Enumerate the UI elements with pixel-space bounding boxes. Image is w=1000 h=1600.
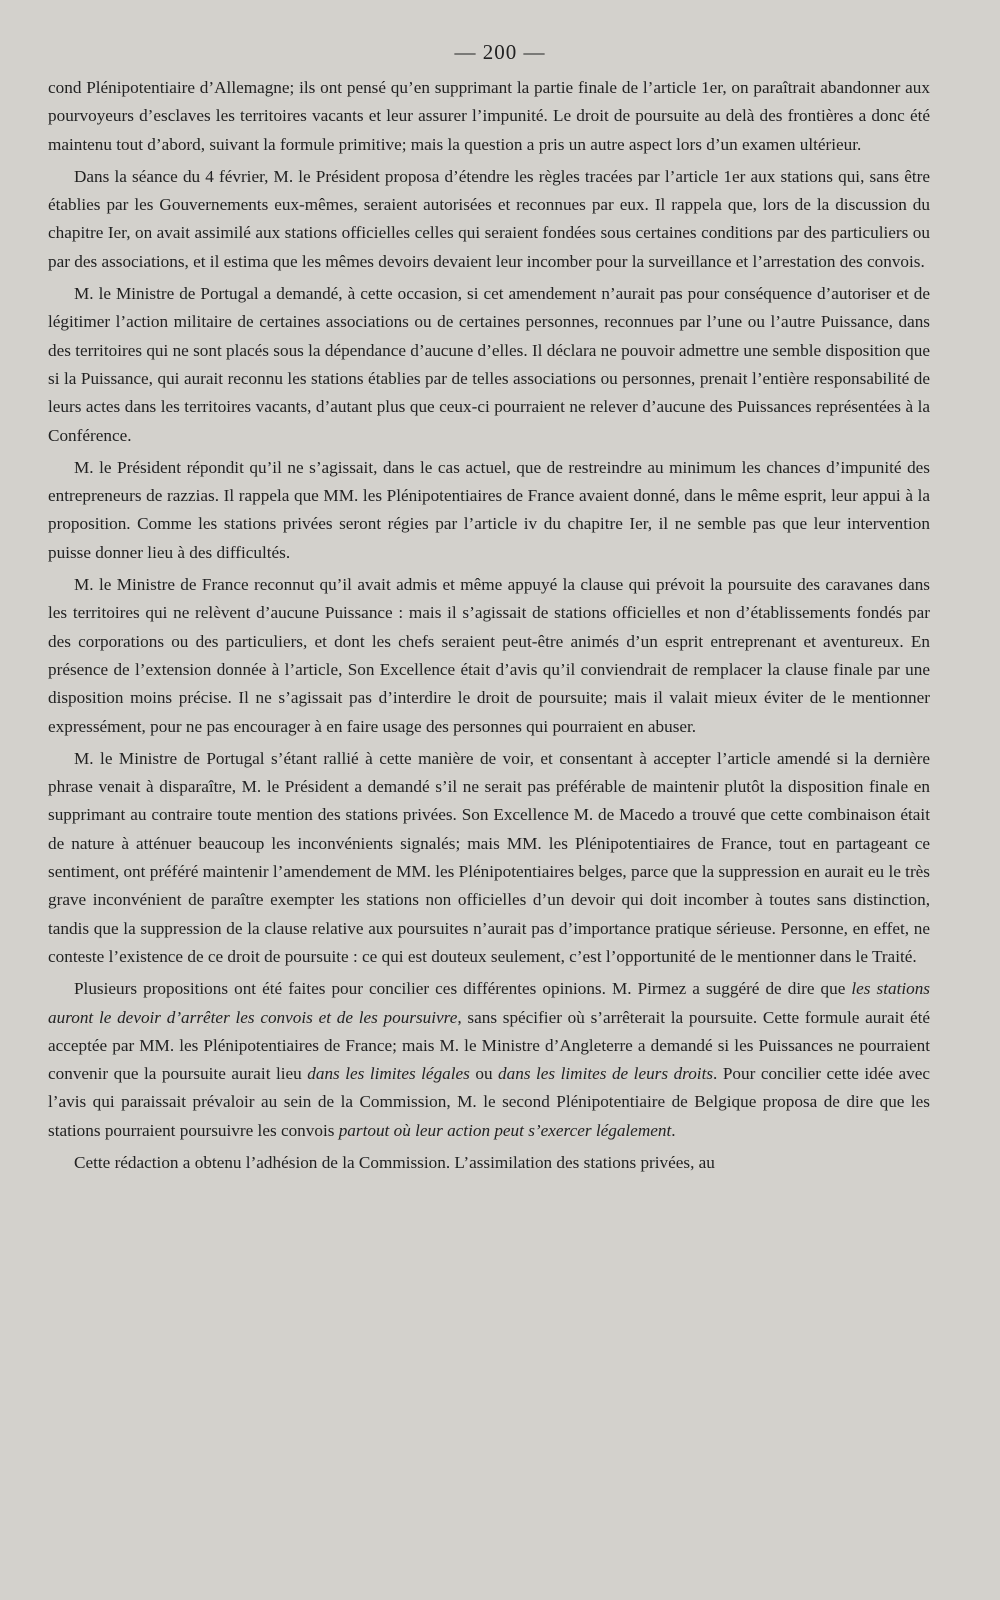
paragraph (48, 745, 930, 971)
text-run: , sans spécifier où s’arrêterait la poursuite. Cette formule aurait été acceptée par MM. les Plénipotentiaires de France; mais M. le Ministre d’Angleterre a demandé si les Puissances ne pourraient convenir que la poursuite aurait lieu (48, 1007, 930, 1084)
italic-text: partout où leur action peut s’exercer légalement (338, 1120, 672, 1140)
text-run: Cette rédaction a obtenu l’adhésion de la Commission. L’assimilation des stations privées, au (74, 1152, 715, 1172)
paragraph (48, 975, 930, 1145)
italic-text: dans les limites de leurs droits (498, 1064, 714, 1084)
page-number: — 200 — (454, 40, 546, 64)
text-run: ou (469, 1064, 499, 1084)
text-run: Plusieurs propositions ont été faites pour concilier ces différentes opinions. M. Pirmez a suggéré de dire que (74, 979, 852, 999)
paragraph (48, 280, 930, 450)
text-run: M. le Président répondit qu’il ne s’agissait, dans le cas actuel, que de restreindre au minimum les chances d’impunité des entrepreneurs de razzias. Il rappela que MM. les Plénipotentiaires de France avaient donné, dans le même esprit, leur appui à la proposition. Comme les stations privées seront régies par l’article iv du chapitre Ier, il ne semble pas que leur intervention puisse donner lieu à des difficultés. (48, 457, 930, 562)
italic-text: dans les limites légales (307, 1064, 470, 1084)
paragraph (48, 1149, 930, 1177)
paragraph (48, 571, 930, 741)
text-run: cond Plénipotentiaire d’Allemagne; ils ont pensé qu’en supprimant la partie finale de l’article 1er, on paraîtrait abandonner aux pourvoyeurs d’esclaves les territoires vacants et leur assurer l’impunité. Le droit de poursuite au delà des frontières a donc été maintenu tout d’abord, suivant la formule primitive; mais la question a pris un autre aspect lors d’un examen ultérieur. (48, 78, 930, 154)
text-run: M. le Ministre de Portugal s’étant rallié à cette manière de voir, et consentant à accepter l’article amendé si la dernière phrase venait à disparaître, M. le Président a demandé s’il ne serait pas préférable de maintenir plutôt la disposition finale en supprimant au contraire toute mention des stations privées. Son Excellence M. de Macedo a trouvé que cette combinaison était de nature à atténuer beaucoup les inconvénients signalés; mais MM. les Plénipotentiaires de France, tout en partageant ce sentiment, ont préféré maintenir l’amendement de MM. les Plénipotentiaires belges, parce que la suppression en aurait eu le très grave inconvénient de paraître exempter les stations non officielles d’un devoir qui doit incomber à toutes sans distinction, tandis que la suppression de la clause relative aux poursuites n’aurait pas d’importance pratique sérieuse. Personne, en effet, ne conteste l’existence de ce droit de poursuite : ce qui est douteux seulement, c’est l’opportunité de le mentionner dans le Traité. (48, 748, 930, 966)
text-run: Dans la séance du 4 février, M. le Président proposa d’étendre les règles tracées par l’article 1er aux stations qui, sans être établies par les Gouvernements eux-mêmes, seraient autorisées et reconnues par eux. Il rappela que, lors de la discussion du chapitre Ier, on avait assimilé aux stations officielles celles qui seraient fondées sous certaines conditions par des particuliers ou par des associations, et il estima que les mêmes devoirs devaient leur incomber pour la surveillance et l’arrestation des convois. (48, 166, 930, 271)
body-text (48, 74, 930, 1181)
text-run: M. le Ministre de France reconnut qu’il avait admis et même appuyé la clause qui prévoit la poursuite des caravanes dans les territoires qui ne relèvent d’aucune Puissance : mais il s’agissait de stations officielles et non d’établissements fondés par des corporations ou des particuliers, et dont les chefs seraient peut-être animés d’un esprit entreprenant et aventureux. En présence de l’extension donnée à l’article, Son Excellence était d’avis qu’il conviendrait de remplacer la clause finale par une disposition moins précise. Il ne s’agissait pas d’interdire le droit de poursuite; mais il valait mieux éviter de le mentionner expressément, pour ne pas encourager à en faire usage des personnes qui pourraient en abuser. (48, 575, 930, 736)
text-run: . (671, 1120, 676, 1140)
text-run: . Pour concilier cette idée avec l’avis qui paraissait prévaloir au sein de la Commission, M. le second Plénipotentiaire de Belgique proposa de dire que les stations pourraient poursuivre les convois (48, 1064, 931, 1140)
paragraph (48, 163, 930, 276)
text-run: M. le Ministre de Portugal a demandé, à cette occasion, si cet amendement n’aurait pas pour conséquence d’autoriser et de légitimer l’action militaire de certaines associations ou de certaines personnes, reconnues par l’une ou l’autre Puissance, dans des territoires qui ne sont placés sous la dépendance d’aucune d’elles. Il déclara ne pouvoir admettre une semble disposition que si la Puissance, qui aurait reconnu les stations établies par de telles associations ou personnes, prenait l’entière responsabilité de leurs actes dans les territoires vacants, d’autant plus que ceux-ci pourraient ne relever d’aucune des Puissances représentées à la Conférence. (48, 284, 931, 445)
paragraph (48, 454, 930, 567)
paragraph (48, 74, 930, 159)
italic-text: les stations auront le devoir d’arrêter les convois et de les poursuivre (48, 979, 930, 1027)
